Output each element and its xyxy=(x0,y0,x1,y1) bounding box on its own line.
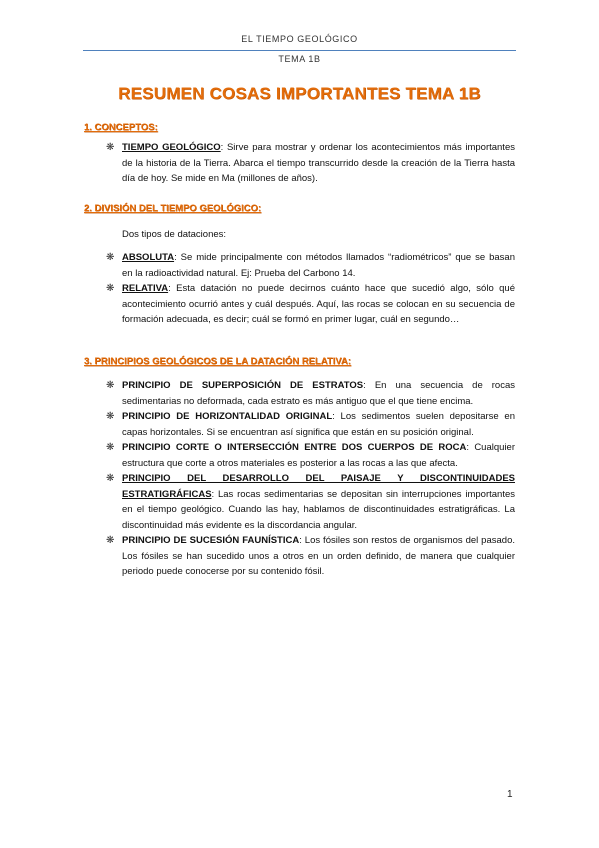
list-item xyxy=(106,250,515,281)
bullet-icon: ❋ xyxy=(106,252,115,263)
list-item xyxy=(106,378,515,409)
header-title: EL TIEMPO GEOLÓGICO xyxy=(241,34,358,44)
item-term: PRINCIPIO DE SUCESIÓN FAUNÍSTICA xyxy=(122,535,300,546)
bullet-icon: ❋ xyxy=(106,473,115,484)
header-subtitle: TEMA 1B xyxy=(278,54,321,64)
item-term: PRINCIPIO DEL DESARROLLO DEL PAISAJE Y DISCONTINUIDADES ESTRATIGRÁFICAS xyxy=(122,473,515,500)
bullet-icon: ❋ xyxy=(106,142,115,153)
bullet-icon: ❋ xyxy=(106,380,115,391)
bullet-icon: ❋ xyxy=(106,283,115,294)
item-text: : Sirve para mostrar y ordenar los acontecimientos más importantes de la historia de la Tierra. Abarca el tiempo transcurrido desde la creación de la Tierra hasta día de hoy. Se mide en Ma (millones de años). xyxy=(122,142,515,184)
item-term: PRINCIPIO DE SUPERPOSICIÓN DE ESTRATOS xyxy=(122,380,364,391)
list-item xyxy=(106,409,515,440)
section-heading-principios: 3. PRINCIPIOS GEOLÓGICOS DE LA DATACIÓN RELATIVA: xyxy=(84,356,352,367)
section-list-division xyxy=(106,250,515,328)
item-term: TIEMPO GEOLÓGICO xyxy=(122,142,221,153)
item-text: : Se mide principalmente con métodos llamados “radiométricos” que se basan en la radioactividad natural. Ej: Prueba del Carbono 14. xyxy=(122,252,515,279)
document-title: RESUMEN COSAS IMPORTANTES TEMA 1B xyxy=(118,84,481,103)
item-text: : Las rocas sedimentarias se depositan sin interrupciones importantes en el tiempo geológico. Cuando las hay, hablamos de discontinuidades estratigráficas. La discontinuidad más evidente es la discordancia angular. xyxy=(122,488,515,531)
item-term: PRINCIPIO DE HORIZONTALIDAD ORIGINAL xyxy=(122,411,333,422)
item-term: ABSOLUTA xyxy=(122,252,175,263)
list-item xyxy=(106,281,515,328)
list-item xyxy=(106,471,515,533)
section-heading-division: 2. DIVISIÓN DEL TIEMPO GEOLÓGICO: xyxy=(84,203,262,214)
item-text: : En una secuencia de rocas sedimentarias no deformada, cada estrato es más antiguo que el que tiene encima. xyxy=(122,380,516,407)
bullet-icon: ❋ xyxy=(106,535,115,546)
section-list-principios xyxy=(106,378,515,580)
item-term: PRINCIPIO CORTE O INTERSECCIÓN ENTRE DOS CUERPOS DE ROCA xyxy=(122,442,467,453)
list-item xyxy=(106,140,515,187)
list-item xyxy=(106,533,515,580)
page-header xyxy=(0,34,599,64)
section-list-conceptos xyxy=(106,140,515,187)
bullet-icon: ❋ xyxy=(106,442,115,453)
item-text: : Los fósiles son restos de organismos del pasado. Los fósiles se han sucedido unos a otros en un orden definido, de manera que cualquier periodo puede conocerse por su contenido fósil. xyxy=(122,535,515,577)
bullet-icon: ❋ xyxy=(106,411,115,422)
section-heading-conceptos: 1. CONCEPTOS: xyxy=(84,122,158,133)
item-text: : Esta datación no puede decirnos cuánto hace que sucedió algo, sólo qué acontecimiento ocurrió antes y cuál después. Aquí, las rocas se colocan en su secuencia de formación adecuada, es decir; cuál se formó en primer lugar, cuál en segundo… xyxy=(122,283,515,325)
page-number: 1 xyxy=(507,789,513,800)
list-item xyxy=(106,440,515,471)
item-text: : Los sedimentos suelen depositarse en capas horizontales. Si se encuentran así significa que están en su posición original. xyxy=(122,411,516,438)
section-intro: Dos tipos de dataciones: xyxy=(122,229,227,240)
item-text: : Cualquier estructura que corte a otros materiales es posterior a las rocas a las que afecta. xyxy=(122,442,515,469)
header-divider xyxy=(83,50,516,51)
item-term: RELATIVA xyxy=(122,283,169,294)
